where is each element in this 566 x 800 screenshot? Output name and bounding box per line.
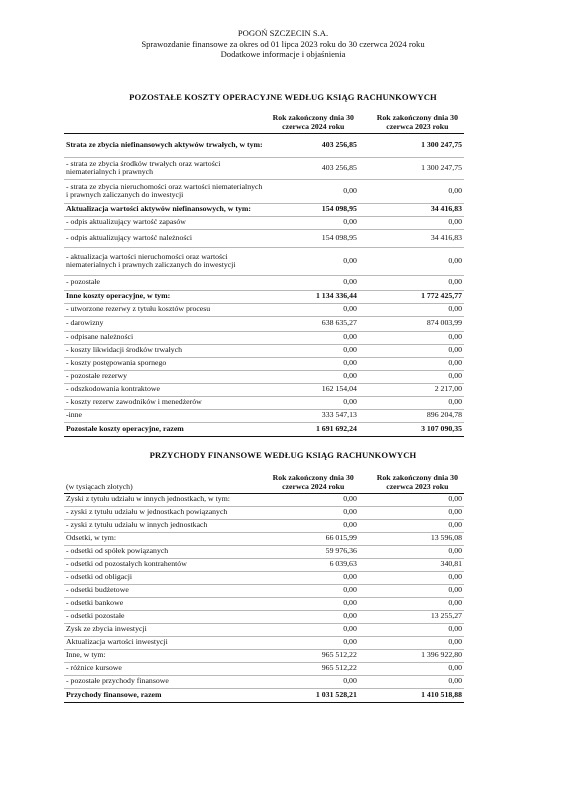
row-value-2024: 965 512,22 — [268, 649, 359, 662]
row-value-2024: 6 039,63 — [268, 558, 359, 571]
row-value-2023: 0,00 — [371, 331, 464, 344]
row-label: - zyski z tytułu udziału w jednostkach powiązanych — [64, 506, 268, 519]
row-label: - odszkodowania kontraktowe — [64, 383, 268, 396]
row-value-2023: 340,81 — [371, 558, 464, 571]
row-gap — [359, 290, 371, 303]
row-value-2023: 0,00 — [371, 344, 464, 357]
row-gap — [359, 649, 371, 662]
page-header — [0, 28, 566, 60]
row-gap — [359, 409, 371, 422]
row-value-2023: 1 772 425,77 — [371, 290, 464, 303]
row-value-2023: 0,00 — [371, 357, 464, 370]
table-row — [64, 519, 464, 532]
table-row — [64, 316, 464, 331]
row-value-2024: 0,00 — [268, 179, 359, 203]
row-gap — [359, 216, 371, 229]
table-row — [64, 506, 464, 519]
table-row — [64, 532, 464, 545]
table-row — [64, 688, 464, 702]
report-subtitle: Dodatkowe informacje i objaśnienia — [220, 49, 346, 60]
row-gap — [359, 532, 371, 545]
row-value-2023: 34 416,83 — [371, 203, 464, 216]
row-value-2023: 0,00 — [371, 396, 464, 409]
row-label: - odsetki bankowe — [64, 597, 268, 610]
column-header-2023: Rok zakończony dnia 30 czerwca 2023 roku — [376, 473, 458, 491]
column-header-2023: Rok zakończony dnia 30 czerwca 2023 roku — [376, 113, 458, 131]
row-gap — [359, 344, 371, 357]
table-row — [64, 623, 464, 636]
row-value-2023: 13 255,27 — [371, 610, 464, 623]
row-value-2024: 0,00 — [268, 636, 359, 649]
column-header-2024: Rok zakończony dnia 30 czerwca 2024 roku — [272, 113, 354, 131]
table-header-row — [64, 114, 464, 133]
row-value-2023: 0,00 — [371, 584, 464, 597]
row-gap — [359, 623, 371, 636]
table-row — [64, 545, 464, 558]
table-row — [64, 229, 464, 247]
row-gap — [359, 303, 371, 316]
table-row — [64, 370, 464, 383]
row-value-2023: 34 416,83 — [371, 229, 464, 247]
table-row — [64, 383, 464, 396]
row-value-2023: 2 217,00 — [371, 383, 464, 396]
row-value-2024: 403 256,85 — [268, 157, 359, 179]
row-value-2023: 0,00 — [371, 216, 464, 229]
row-value-2023: 0,00 — [371, 662, 464, 675]
row-gap — [359, 662, 371, 675]
column-header-gap — [359, 114, 371, 133]
row-value-2023: 13 596,08 — [371, 532, 464, 545]
row-value-2024: 0,00 — [268, 506, 359, 519]
row-label: - odpis aktualizujący wartość należności — [64, 229, 268, 247]
row-value-2024: 1 134 336,44 — [268, 290, 359, 303]
row-label: - koszty postępowania spornego — [64, 357, 268, 370]
table-row — [64, 422, 464, 436]
table-row — [64, 331, 464, 344]
row-value-2024: 0,00 — [268, 597, 359, 610]
row-gap — [359, 610, 371, 623]
row-value-2024: 0,00 — [268, 584, 359, 597]
row-value-2024: 0,00 — [268, 216, 359, 229]
row-label: - odsetki pozostałe — [64, 610, 268, 623]
row-value-2024: 0,00 — [268, 247, 359, 275]
row-label: Strata ze zbycia niefinansowych aktywów trwałych, w tym: — [64, 133, 268, 157]
row-gap — [359, 571, 371, 584]
row-label: -inne — [64, 409, 268, 422]
row-value-2023: 0,00 — [371, 571, 464, 584]
row-label: - koszty rezerw zawodników i menedżerów — [64, 396, 268, 409]
row-value-2024: 0,00 — [268, 610, 359, 623]
row-value-2024: 0,00 — [268, 344, 359, 357]
row-value-2024: 154 098,95 — [268, 203, 359, 216]
row-label: - zyski z tytułu udziału w innych jednostkach — [64, 519, 268, 532]
row-gap — [359, 203, 371, 216]
row-value-2024: 0,00 — [268, 493, 359, 506]
row-gap — [359, 331, 371, 344]
row-gap — [359, 493, 371, 506]
table-row — [64, 636, 464, 649]
row-value-2024: 403 256,85 — [268, 133, 359, 157]
table-row — [64, 157, 464, 179]
row-label: Pozostałe koszty operacyjne, razem — [64, 422, 268, 436]
table-row — [64, 649, 464, 662]
table-row — [64, 303, 464, 316]
row-gap — [359, 247, 371, 275]
row-gap — [359, 636, 371, 649]
column-header-2024: Rok zakończony dnia 30 czerwca 2024 roku — [272, 473, 354, 491]
row-value-2024: 66 015,99 — [268, 532, 359, 545]
table-row — [64, 675, 464, 688]
row-gap — [359, 558, 371, 571]
column-header-gap — [359, 474, 371, 493]
table-row — [64, 203, 464, 216]
operating-costs-table — [64, 114, 464, 437]
row-value-2024: 638 635,27 — [268, 316, 359, 331]
row-value-2023: 0,00 — [371, 636, 464, 649]
row-label: Aktualizacja wartości inwestycji — [64, 636, 268, 649]
row-label: - różnice kursowe — [64, 662, 268, 675]
table-row — [64, 357, 464, 370]
row-value-2023: 0,00 — [371, 303, 464, 316]
table-row — [64, 662, 464, 675]
row-value-2024: 965 512,22 — [268, 662, 359, 675]
row-gap — [359, 179, 371, 203]
row-gap — [359, 229, 371, 247]
row-value-2023: 0,00 — [371, 597, 464, 610]
row-value-2023: 0,00 — [371, 519, 464, 532]
row-label: - utworzone rezerwy z tytułu kosztów procesu — [64, 303, 268, 316]
row-value-2023: 0,00 — [371, 675, 464, 688]
row-gap — [359, 383, 371, 396]
row-value-2023: 874 003,99 — [371, 316, 464, 331]
row-gap — [359, 316, 371, 331]
table-row — [64, 584, 464, 597]
table-row — [64, 558, 464, 571]
table-row — [64, 409, 464, 422]
row-value-2023: 0,00 — [371, 370, 464, 383]
section-title-operating-costs: POZOSTAŁE KOSZTY OPERACYJNE WEDŁUG KSIĄG RACHUNKOWYCH — [129, 92, 437, 102]
row-value-2023: 0,00 — [371, 623, 464, 636]
row-label: - aktualizacja wartości nieruchomości oraz wartości niematerialnych i prawnych zaliczanych do inwestycji — [64, 247, 268, 275]
table-row — [64, 597, 464, 610]
row-value-2024: 1 031 528,21 — [268, 688, 359, 702]
row-label: Inne, w tym: — [64, 649, 268, 662]
table-row — [64, 216, 464, 229]
row-gap — [359, 357, 371, 370]
row-value-2023: 0,00 — [371, 179, 464, 203]
row-value-2023: 896 204,78 — [371, 409, 464, 422]
row-gap — [359, 584, 371, 597]
row-value-2024: 0,00 — [268, 303, 359, 316]
row-value-2024: 0,00 — [268, 675, 359, 688]
row-label: Aktualizacja wartości aktywów niefinansowych, w tym: — [64, 203, 268, 216]
table-row — [64, 179, 464, 203]
row-value-2024: 0,00 — [268, 571, 359, 584]
row-label: - pozostałe — [64, 275, 268, 290]
row-value-2024: 1 691 692,24 — [268, 422, 359, 436]
row-label: - pozostałe rezerwy — [64, 370, 268, 383]
table-row — [64, 571, 464, 584]
row-gap — [359, 396, 371, 409]
row-gap — [359, 422, 371, 436]
table-row — [64, 396, 464, 409]
financial-income-table — [64, 474, 464, 703]
row-gap — [359, 275, 371, 290]
table-row — [64, 610, 464, 623]
row-gap — [359, 519, 371, 532]
row-label: - odsetki od spółek powiązanych — [64, 545, 268, 558]
row-value-2023: 1 396 922,80 — [371, 649, 464, 662]
row-value-2023: 1 300 247,75 — [371, 157, 464, 179]
row-label: Przychody finansowe, razem — [64, 688, 268, 702]
row-value-2024: 0,00 — [268, 275, 359, 290]
row-gap — [359, 675, 371, 688]
table-header-row — [64, 474, 464, 493]
row-value-2024: 0,00 — [268, 370, 359, 383]
row-value-2023: 0,00 — [371, 247, 464, 275]
row-value-2023: 1 410 518,88 — [371, 688, 464, 702]
row-value-2023: 0,00 — [371, 506, 464, 519]
row-value-2023: 0,00 — [371, 275, 464, 290]
row-label: Inne koszty operacyjne, w tym: — [64, 290, 268, 303]
row-value-2023: 3 107 090,35 — [371, 422, 464, 436]
row-value-2024: 154 098,95 — [268, 229, 359, 247]
row-value-2024: 0,00 — [268, 623, 359, 636]
row-value-2024: 0,00 — [268, 519, 359, 532]
row-value-2024: 162 154,04 — [268, 383, 359, 396]
company-name: POGOŃ SZCZECIN S.A. — [237, 28, 329, 38]
row-label: - odsetki od pozostałych kontrahentów — [64, 558, 268, 571]
row-value-2024: 333 547,13 — [268, 409, 359, 422]
row-value-2024: 59 976,36 — [268, 545, 359, 558]
row-label: - koszty likwidacji środków trwałych — [64, 344, 268, 357]
table-row — [64, 275, 464, 290]
row-label: Zyski z tytułu udziału w innych jednostkach, w tym: — [64, 493, 268, 506]
row-label: Odsetki, w tym: — [64, 532, 268, 545]
row-label: - odpisane należności — [64, 331, 268, 344]
row-value-2023: 0,00 — [371, 493, 464, 506]
row-value-2024: 0,00 — [268, 331, 359, 344]
row-label: Zysk ze zbycia inwestycji — [64, 623, 268, 636]
section-title-financial-income: PRZYCHODY FINANSOWE WEDŁUG KSIĄG RACHUNKOWYCH — [149, 450, 417, 460]
row-gap — [359, 545, 371, 558]
row-value-2023: 0,00 — [371, 545, 464, 558]
row-label: - darowizny — [64, 316, 268, 331]
row-gap — [359, 506, 371, 519]
table-row — [64, 290, 464, 303]
row-label: - odpis aktualizujący wartość zapasów — [64, 216, 268, 229]
row-value-2024: 0,00 — [268, 396, 359, 409]
table-row — [64, 247, 464, 275]
row-gap — [359, 688, 371, 702]
report-period: Sprawozdanie finansowe za okres od 01 lipca 2023 roku do 30 czerwca 2024 roku — [141, 38, 425, 49]
row-label: - odsetki budżetowe — [64, 584, 268, 597]
row-value-2023: 1 300 247,75 — [371, 133, 464, 157]
row-gap — [359, 157, 371, 179]
row-label: - strata ze zbycia nieruchomości oraz wartości niematerialnych i prawnych zaliczanych do inwestycji — [64, 179, 268, 203]
table-row — [64, 344, 464, 357]
row-gap — [359, 133, 371, 157]
row-label: - odsetki od obligacji — [64, 571, 268, 584]
row-label: - pozostałe przychody finansowe — [64, 675, 268, 688]
table-row — [64, 133, 464, 157]
column-header-label: (w tysiącach złotych) — [66, 481, 133, 491]
row-gap — [359, 597, 371, 610]
row-value-2024: 0,00 — [268, 357, 359, 370]
row-label: - strata ze zbycia środków trwałych oraz wartości niematerialnych i prawnych — [64, 157, 268, 179]
table-row — [64, 493, 464, 506]
row-gap — [359, 370, 371, 383]
column-header-label — [64, 114, 268, 133]
